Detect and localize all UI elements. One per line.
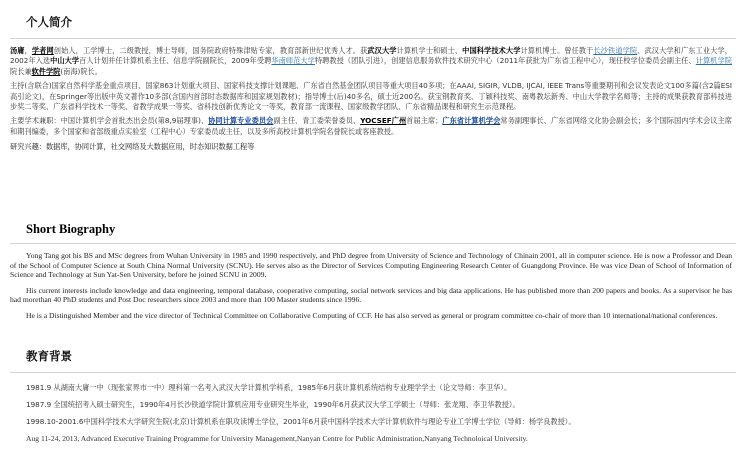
education-item: 1998.10-2001.6中国科学技术大学研究生院(北京)计算机系在职攻读博士学位，2001年6月获中国科学技术大学计算机软件与理论专业工学博士学位（导师：杨学良教授）。 xyxy=(26,417,576,426)
education-item: 1981.9 从湖南大庸一中（现张家界市一中）理科第一名考入武汉大学计算机学科系，1985年6月获计算机系统结构专业理学学士（论文导师：李卫华）。 xyxy=(26,383,512,392)
biography-section xyxy=(10,222,736,321)
profile-intro-paragraph: 汤庸，学者网创始人，工学博士，二级教授，博士导师，国务院政府特殊津贴专家，教育部新世纪优秀人才。获武汉大学计算机学士和硕士、中国科学技术大学计算机博士。曾任教于长沙铁道学院、武汉大学和广东工业大学，2002年入选中山大学百人计划并任计算机系主任、信息学院副院长，2009年受聘华南师范大学特聘教授（团队引进），创建信息服务软件技术研究中心（2011年获批为广东省工程中心），现任校学位委员会副主任、计算机学院院长兼软件学院(南海)院长。 xyxy=(10,46,732,76)
biography-heading-divider xyxy=(10,243,736,244)
biography-heading: Short Biography xyxy=(26,222,116,236)
education-heading-divider xyxy=(10,372,736,373)
ustc-link[interactable]: 中国科学技术大学 xyxy=(462,46,521,55)
research-projects-paragraph: 主持(含联合)国家自然科学基金重点项目、国家863计划重大项目、国家科技支撑计划课题、广东省自然基金团队项目等重大项目40多项；在AAAI, SIGIR, VLDB, IJCAI, IEEE Trans等重要期刊和会议发表论文100多篇(含2篇ESI高引论文)，在Springer等出版中英文著作10多部(含国内首部时态数据库和国家规划教材)；指导博士(后)40多名，硕士近200名。获宝钢教育奖、丁颖科技奖、南粤教坛新秀、中山大学教学名师等；主持的成果获教育部科技进步奖二等奖、广东省科学技术一等奖、省教学成果一等奖、省科技创新优秀论文一等奖，教育部一流课程、国家级教学团队、广东省精品课程和研究生示范课程。 xyxy=(10,81,732,112)
research-interests: 研究兴趣：数据库，协同计算，社交网络及大数据应用，时态知识数据工程等 xyxy=(10,142,255,152)
person-name: 汤庸 xyxy=(10,46,25,55)
software-school-link[interactable]: 软件学院 xyxy=(31,66,61,76)
ccf-collab-committee-link[interactable]: 协同计算专业委员会 xyxy=(208,116,274,126)
yocsef-guangzhou-link[interactable]: YOCSEF广州 xyxy=(360,116,407,126)
profile-section xyxy=(10,14,736,153)
education-item: 1987.9 全国统招考入硕士研究生，1990年4月长沙铁道学院计算机应用专业研究生毕业，1990年6月获武汉大学工学硕士（导师：张龙翔、李卫华教授）。 xyxy=(26,400,520,409)
education-heading: 教育背景 xyxy=(26,349,72,363)
csu-link[interactable]: 长沙铁道学院 xyxy=(593,46,638,55)
academic-roles-paragraph: 主要学术兼职：中国计算机学会首批杰出会员(第8,9届理事)、协同计算专业委员会副主任、青工委荣誉委员、YOCSEF广州首届主席；广东省计算机学会常务副理事长、广东省网络文化协会副会长；多个国际国内学术会议主席和期刊编委，多个国家和省部级重点实验室（工程中心）专家委员或主任，以及多所高校计算机学院名誉院长或客座教授。 xyxy=(10,116,732,136)
education-item: Aug 11-24, 2013, Advanced Executive Training Programme for University Management,Nanyan Centre for Public Administration,Nanyang Technoloical University. xyxy=(26,434,528,443)
biography-paragraph-1: Yong Tang got his BS and MSc degrees from Wuhan University in 1985 and 1990 respectively, and PhD degree from University of Science and Technology of Chinain 2001, all in computer science. He is now a Professor and Dean of the School of Computer Science at South China Normal University (SCNU). He serves also as the Director of Services Computing Engineering Research Center of Guangdong Province. He was vice Dean of School of Information of Science and Technology at Sun Yat-Sen University, before he joined SCNU in 2009. xyxy=(10,251,732,280)
gd-computer-society-link[interactable]: 广东省计算机学会 xyxy=(442,116,501,126)
scholar-net-link[interactable]: 学者网 xyxy=(31,46,54,55)
whu-link[interactable]: 武汉大学 xyxy=(367,46,397,55)
cs-school-link[interactable]: 计算机学院 xyxy=(695,56,732,66)
profile-heading: 个人简介 xyxy=(26,15,72,29)
biography-paragraph-3: He is a Distinguished Member and the vice director of Technical Committee on Collaborative Computing of CCF. He has also served as general or program committee co-chair of more than 10 international/national conferences. xyxy=(26,310,718,320)
scnu-link[interactable]: 华南师范大学 xyxy=(271,56,315,66)
sysu-link[interactable]: 中山大学 xyxy=(50,56,80,66)
education-section xyxy=(10,348,736,444)
profile-heading-divider xyxy=(10,38,736,39)
biography-paragraph-2: His current interests include knowledge and data engineering, temporal database, cooperative computing, social network services and big data applications. He has published more than 200 papers and books. As a supervisor he has had morethan 40 PhD students and Post Doc researchers since 2003 and more than 100 Master students since 1996. xyxy=(10,285,732,305)
